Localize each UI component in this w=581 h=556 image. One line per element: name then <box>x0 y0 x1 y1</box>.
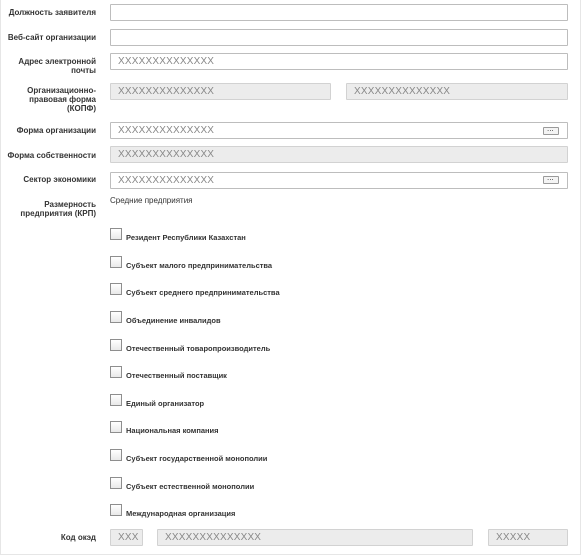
economy-sector-input[interactable]: XXXXXXXXXXXXXX <box>110 172 568 189</box>
checkbox-label: Отечественный поставщик <box>126 371 227 380</box>
oked-label: Код окэд <box>60 533 96 542</box>
checkbox-label: Субъект малого предпринимательства <box>126 261 273 270</box>
checkbox[interactable] <box>110 504 122 516</box>
ellipsis-icon: ... <box>547 173 554 182</box>
org-form-input[interactable]: XXXXXXXXXXXXXX <box>110 122 568 139</box>
checkbox-label: Национальная компания <box>126 426 219 435</box>
checkbox[interactable] <box>110 256 122 268</box>
checkbox[interactable] <box>110 339 122 351</box>
enterprise-size-label: Размерность предприятия (КРП) <box>20 200 96 218</box>
email-label: Адрес электронной почты <box>18 57 96 75</box>
checkbox-label: Единый организатор <box>126 399 205 408</box>
org-form-label: Форма организации <box>16 126 96 135</box>
checkbox-label: Международная организация <box>126 509 236 518</box>
ownership-form-field: XXXXXXXXXXXXXX <box>110 146 568 163</box>
checkbox[interactable] <box>110 421 122 433</box>
enterprise-size-value: Средние предприятия <box>110 196 193 205</box>
checkbox[interactable] <box>110 477 122 489</box>
checkbox-label: Субъект государственной монополии <box>126 454 268 463</box>
applicant-position-label: Должность заявителя <box>8 8 96 17</box>
oked-extra-field: XXXXX <box>488 529 568 546</box>
checkbox-label: Субъект среднего предпринимательства <box>126 288 280 297</box>
checkbox[interactable] <box>110 228 122 240</box>
checkbox[interactable] <box>110 311 122 323</box>
checkbox-label: Объединение инвалидов <box>126 316 221 325</box>
website-label: Веб-сайт организации <box>7 33 96 42</box>
oked-code-field: XXX <box>110 529 143 546</box>
legal-form-code-field: XXXXXXXXXXXXXX <box>110 83 331 100</box>
checkbox[interactable] <box>110 283 122 295</box>
checkbox[interactable] <box>110 449 122 461</box>
checkbox-label: Отечественный товаропроизводитель <box>126 344 271 353</box>
ellipsis-icon: ... <box>547 124 554 133</box>
org-form-lookup-button[interactable] <box>543 124 559 135</box>
applicant-position-input[interactable] <box>110 4 568 21</box>
checkbox-label: Субъект естественной монополии <box>126 482 255 491</box>
checkbox[interactable] <box>110 366 122 378</box>
economy-sector-label: Сектор экономики <box>23 175 96 184</box>
email-input[interactable]: XXXXXXXXXXXXXX <box>110 53 568 70</box>
checkbox-label: Резидент Республики Казахстан <box>126 233 246 242</box>
ownership-form-label: Форма собственности <box>7 151 96 160</box>
economy-sector-lookup-button[interactable] <box>543 173 559 184</box>
website-input[interactable] <box>110 29 568 46</box>
legal-form-name-field: XXXXXXXXXXXXXX <box>346 83 568 100</box>
checkbox[interactable] <box>110 394 122 406</box>
oked-name-field: XXXXXXXXXXXXXX <box>157 529 473 546</box>
legal-form-label: Организационно-правовая форма (КОПФ) <box>27 86 96 113</box>
